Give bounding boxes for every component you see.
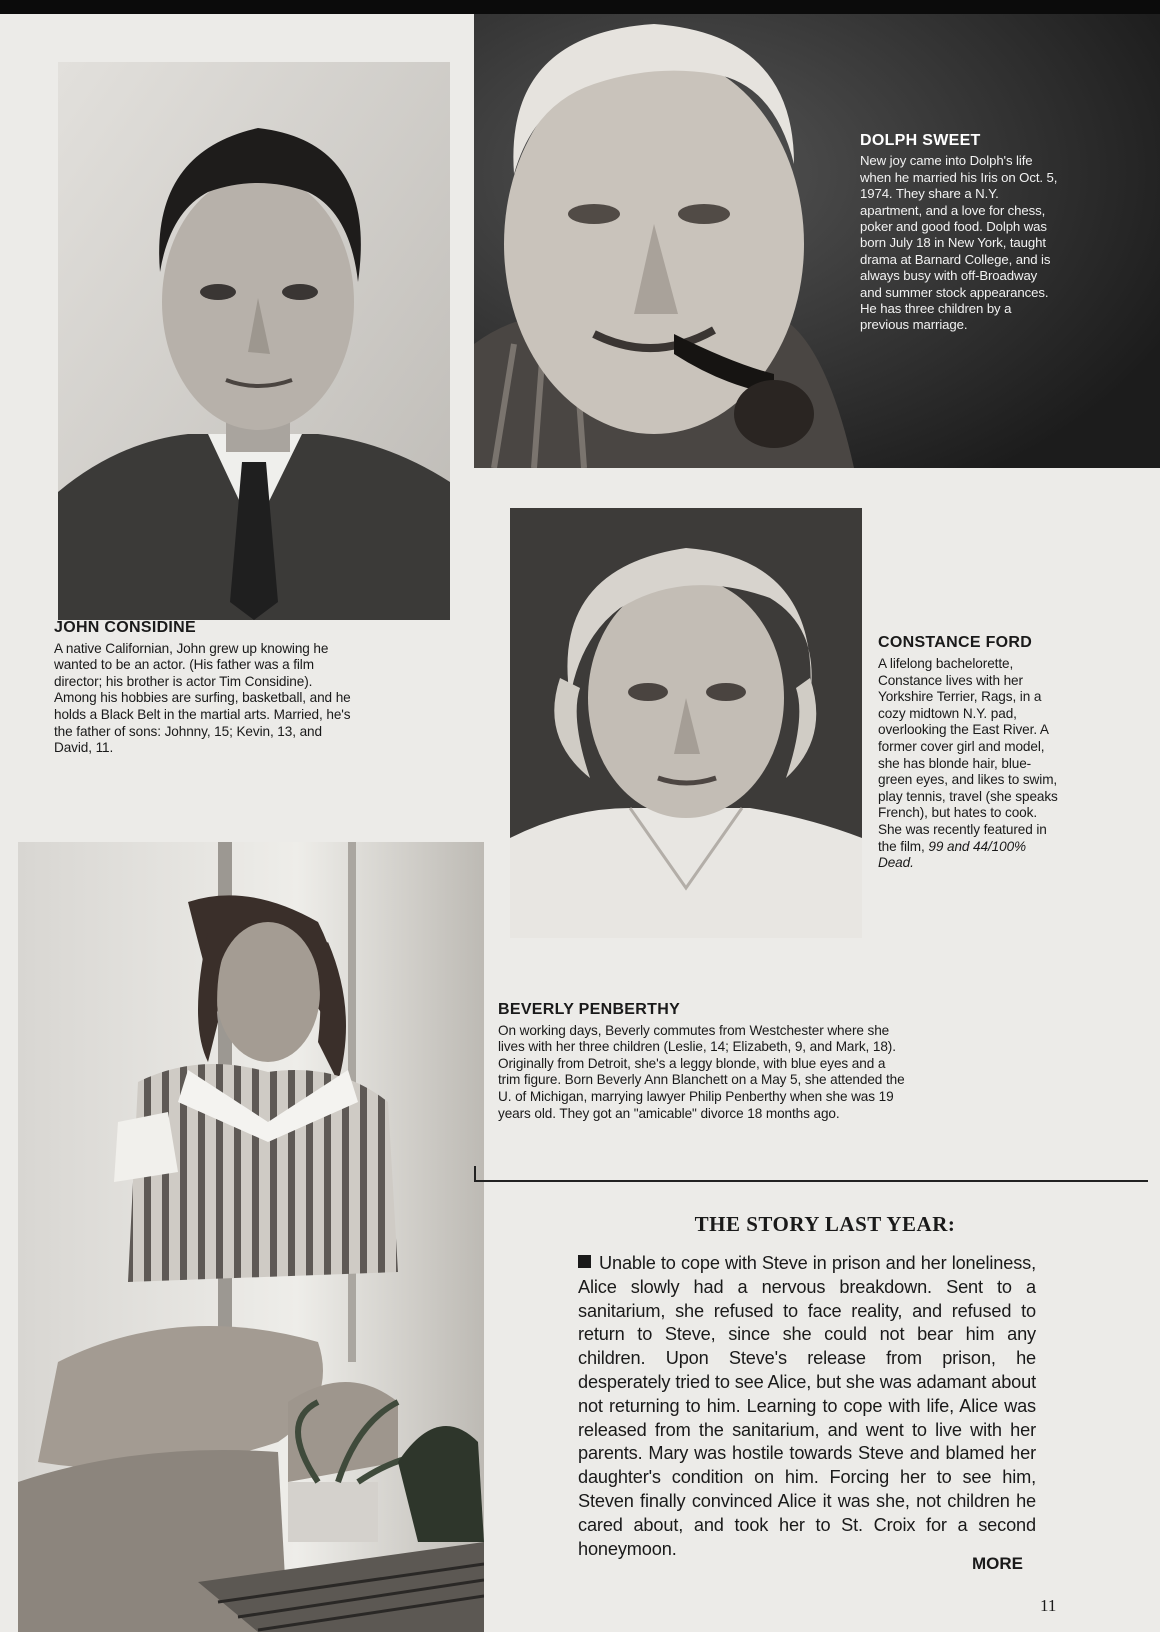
story-body: [578, 1252, 1036, 1561]
bio-john-considine: A native Californian, John grew up knowing he wanted to be an actor. (His father was a film director; his brother is actor Tim Considine). Among his hobbies are surfing, basketball, and he holds a Black Belt in the martial arts. Married, he's the father of sons: Johnny, 15; Kevin, 13, and David, 11.: [54, 640, 351, 756]
film-title: 99 and 44/100% Dead.: [878, 838, 1027, 871]
name-beverly-penberthy: BEVERLY PENBERTHY: [498, 1001, 681, 1018]
photo-constance-ford: [510, 508, 862, 938]
caption-constance-ford: [878, 634, 1058, 872]
caption-beverly-penberthy: [498, 1002, 908, 1122]
name-dolph-sweet: DOLPH SWEET: [860, 132, 981, 149]
page-number: 11: [1040, 1596, 1057, 1615]
bullet-square-icon: [578, 1255, 591, 1268]
section-divider-corner: [474, 1166, 476, 1182]
caption-john-considine: [54, 620, 354, 757]
top-border: [0, 0, 1160, 14]
name-john-considine: JOHN CONSIDINE: [54, 619, 196, 636]
photo-john-considine: [58, 62, 450, 620]
bio-dolph-sweet: New joy came into Dolph's life when he married his Iris on Oct. 5, 1974. They share a N.Y. apartment, and a love for chess, poker and good food. Dolph was born July 18 in New York, taught drama at Barnard College, and is always busy with off-Broadway and summer stock appearances. He has three children by a previous marriage.: [860, 153, 1058, 333]
more-label: MORE: [972, 1554, 1023, 1573]
bio-beverly-penberthy: On working days, Beverly commutes from Westchester where she lives with her three children (Leslie, 14; Elizabeth, 9, and Mark, 18). Originally from Detroit, she's a leggy blonde, with blue eyes and a trim figure. Born Beverly Ann Blanchett on a May 5, she attended the U. of Michigan, marrying lawyer Philip Penberthy when she was 19 years old. They got an "amicable" divorce 18 months ago.: [498, 1022, 905, 1121]
photo-beverly-penberthy: [18, 842, 484, 1632]
caption-dolph-sweet: [860, 133, 1060, 334]
story-text: Unable to cope with Steve in prison and her loneliness, Alice slowly had a nervous breakdown. Sent to a sanitarium, she refused to face reality, and refused to return to Steve, since she could not bear him any children. Upon Steve's release from prison, he desperately tried to see Alice, but she was adamant about not returning to him. Learning to cope with life, Alice was released from the sanitarium, and went to live with her parents. Mary was hostile towards Steve and blamed her daughter's condition on him. Forcing her to see him, Steven finally convinced Alice it was she, not children he cared about, and took her to St. Croix for a second honeymoon.: [578, 1253, 1036, 1559]
name-constance-ford: CONSTANCE FORD: [878, 634, 1033, 651]
section-divider: [476, 1180, 1148, 1182]
story-title: THE STORY LAST YEAR:: [694, 1212, 956, 1236]
bio-constance-ford: A lifelong bachelorette, Constance lives with her Yorkshire Terrier, Rags, in a cozy midtown N.Y. pad, overlooking the East River. A former cover girl and model, she has blonde hair, blue-green eyes, and likes to swim, play tennis, travel (she speaks French), but hates to cook. She was recently featured in the film,: [878, 656, 1058, 854]
